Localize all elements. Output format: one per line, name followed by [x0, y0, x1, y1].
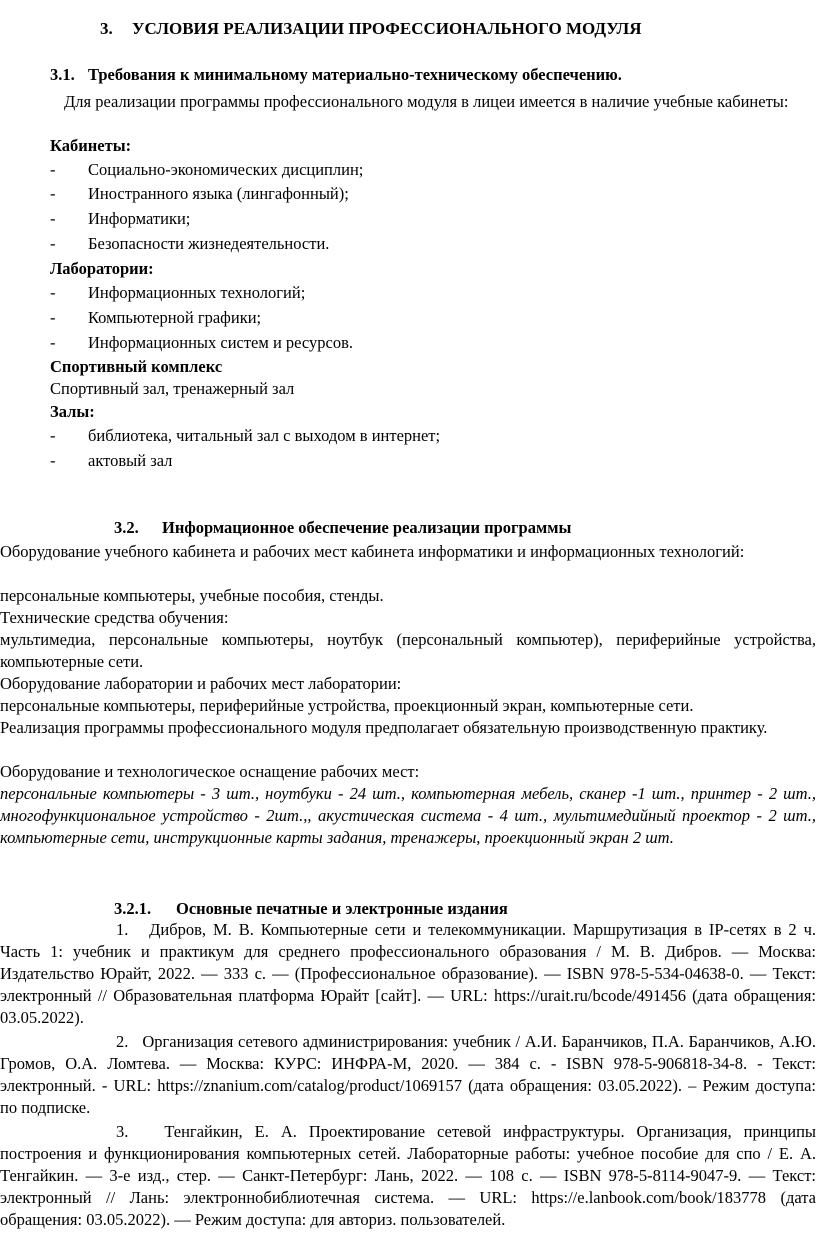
cabinets-label: Кабинеты: [50, 136, 132, 155]
list-item: - Информационных технологий; [50, 283, 306, 302]
equipment-paragraph: персональные компьютеры - 3 шт., ноутбуки - 24 шт., компьютерная мебель, сканер -1 шт., принтер - 2 шт., многофункциональное устройство - 2шт.,, акустическая система - 4 шт., мультимедийный проектор - 2 шт., компьютерные сети, инструкционные карты задания, тренажеры, проекционный экран 2 шт. [0, 784, 816, 847]
labs-label: Лаборатории: [50, 259, 154, 278]
subsection-title: Основные печатные и электронные издания [176, 899, 508, 918]
paragraph: Оборудование и технологическое оснащение рабочих мест: [0, 762, 420, 781]
paragraph: Технические средства обучения: [0, 608, 229, 627]
list-item: - Информатики; [50, 209, 191, 228]
section-heading [100, 18, 641, 40]
sport-text: Спортивный зал, тренажерный зал [50, 379, 295, 398]
subsection-3-2-heading [114, 517, 571, 539]
subsection-title: Требования к минимальному материально-техническому обеспечению. [88, 65, 622, 84]
reference-item [0, 1121, 816, 1231]
subsection-number: 3.2.1. [114, 899, 152, 918]
intro-paragraph: Для реализации программы профессионального модуля в лицеи имеется в наличие учебные кабинеты: [64, 92, 789, 111]
sport-label: Спортивный комплекс [50, 357, 223, 376]
reference-item [0, 1031, 816, 1119]
list-item: - Безопасности жизнедеятельности. [50, 234, 330, 253]
reference-item [0, 919, 816, 1029]
reference-text: Организация сетевого администрирования: учебник / А.И. Баранчиков, П.А. Баранчиков, А.Ю. Громов, О.А. Ломтева. — Москва: КУРС: ИНФРА-М, 2020. — 384 с. - ISBN 978-5-906818-34-8. - Текст: электронный. - URL: https://znanium.com/catalog/product/1069157 (дата обращения: 03.05.2022). – Режим доступа: по подписке. [0, 1032, 816, 1117]
list-item: - библиотека, читальный зал с выходом в интернет; [50, 426, 441, 445]
list-item: - Социально-экономических дисциплин; [50, 160, 364, 179]
subsection-title: Информационное обеспечение реализации программы [162, 518, 572, 537]
subsection-number: 3.2. [114, 518, 139, 537]
paragraph: персональные компьютеры, периферийные устройства, проекционный экран, компьютерные сети. [0, 696, 694, 715]
paragraph: Оборудование лаборатории и рабочих мест лаборатории: [0, 674, 402, 693]
reference-text: Тенгайкин, Е. А. Проектирование сетевой инфраструктуры. Организация, принципы построения и функционирования компьютерных сетей. Лабораторные работы: учебное пособие для спо / Е. А. Тенгайкин. — 3-е изд., стер. — Санкт-Петербург: Лань, 2022. — 108 с. — ISBN 978-5-8114-9047-9. — Текст: электронный // Лань: электроннобиблиотечная система. — URL: https://e.lanbook.com/book/183778 (дата обращения: 03.05.2022). — Режим доступа: для авториз. пользователей. [0, 1122, 816, 1229]
list-item: - Информационных систем и ресурсов. [50, 333, 353, 352]
subsection-3-1-heading [50, 64, 622, 86]
reference-number: 1. [116, 920, 129, 939]
reference-number: 2. [116, 1032, 129, 1051]
paragraph: персональные компьютеры, учебные пособия, стенды. [0, 586, 384, 605]
reference-text: Дибров, М. В. Компьютерные сети и телекоммуникации. Маршрутизация в IP-сетях в 2 ч. Часть 1: учебник и практикум для среднего профессионального образования / М. В. Дибров. — Москва: Издательство Юрайт, 2022. — 333 с. — (Профессиональное образование). — ISBN 978-5-534-04638-0. — Текст: электронный // Образовательная платформа Юрайт [сайт]. — URL: https://urait.ru/bcode/491456 (дата обращения: 03.05.2022). [0, 920, 816, 1027]
paragraph: мультимедиа, персональные компьютеры, ноутбук (персональный компьютер), периферийные устройства, компьютерные сети. [0, 630, 816, 671]
paragraph: Оборудование учебного кабинета и рабочих мест кабинета информатики и информационных технологий: [0, 542, 745, 561]
subsection-3-2-1-heading [114, 898, 508, 920]
paragraph: Реализация программы профессионального модуля предполагает обязательную производственную практику. [0, 718, 768, 737]
section-number: 3. [100, 19, 113, 38]
list-item: - актовый зал [50, 451, 173, 470]
section-title: УСЛОВИЯ РЕАЛИЗАЦИИ ПРОФЕССИОНАЛЬНОГО МОДУЛЯ [132, 19, 642, 38]
subsection-number: 3.1. [50, 65, 75, 84]
reference-number: 3. [116, 1122, 129, 1141]
list-item: - Компьютерной графики; [50, 308, 262, 327]
list-item: - Иностранного языка (лингафонный); [50, 184, 349, 203]
halls-label: Залы: [50, 402, 95, 421]
